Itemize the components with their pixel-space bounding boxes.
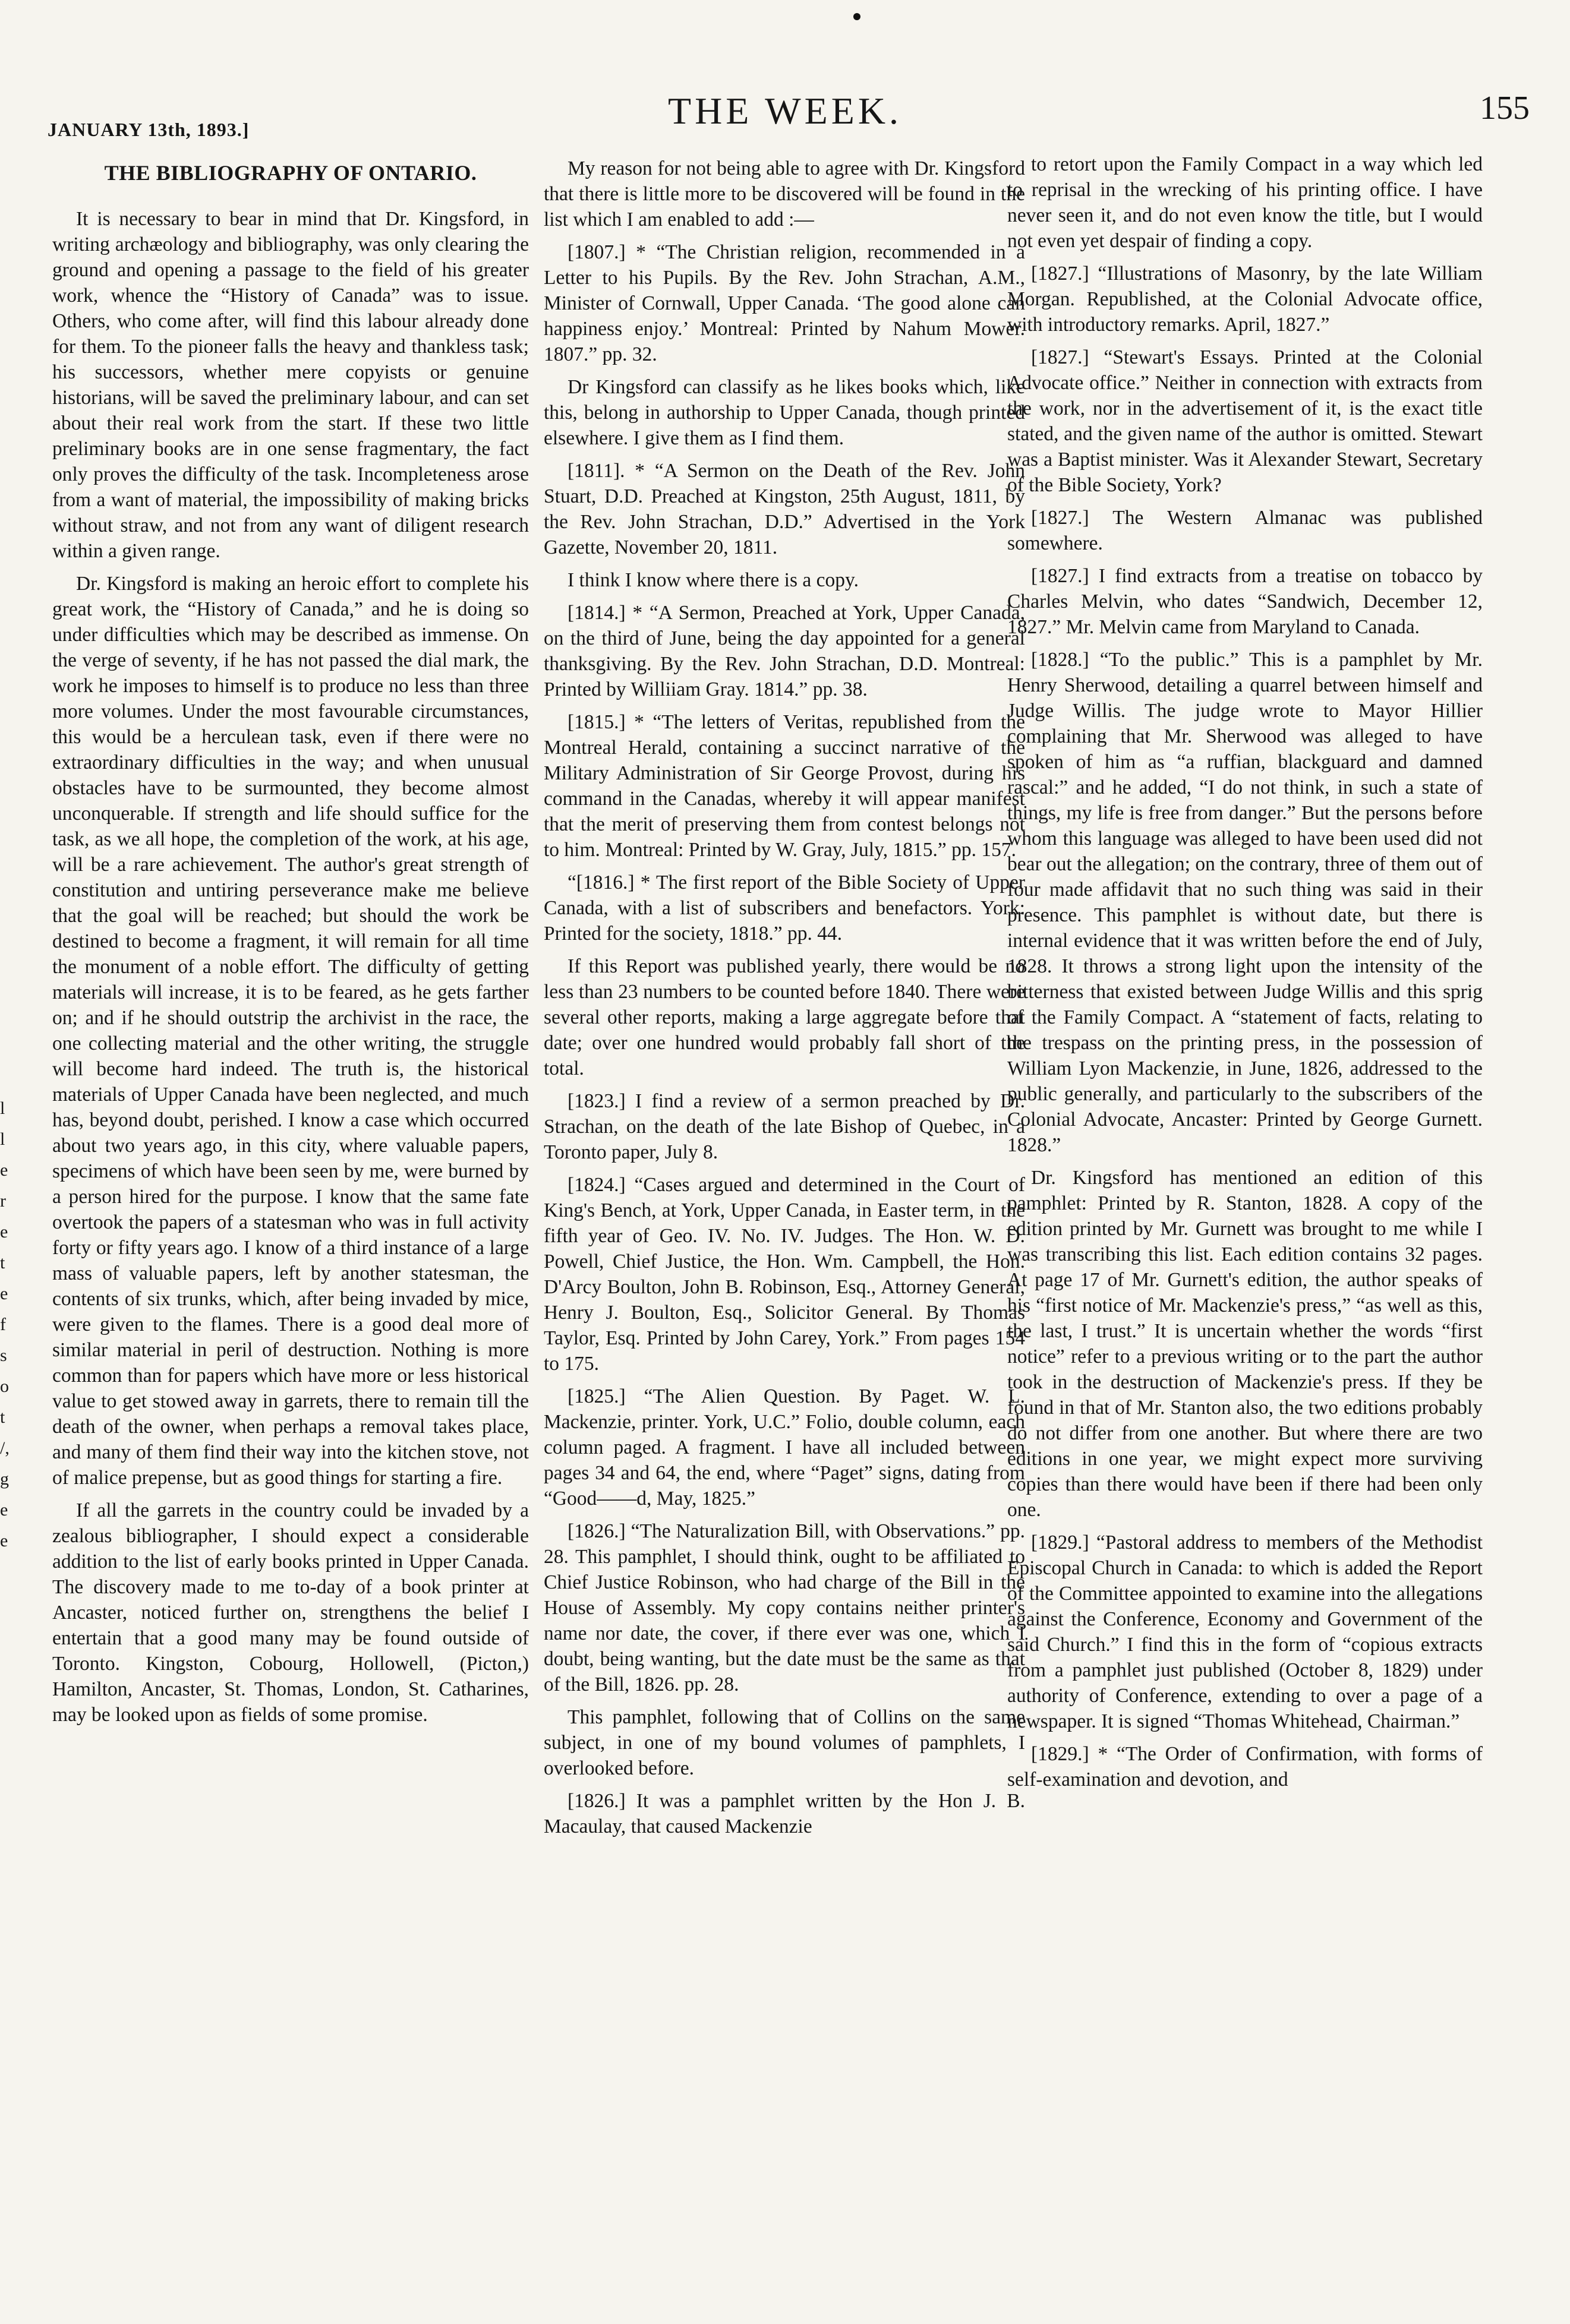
margin-fragment: e (0, 1284, 8, 1303)
paragraph: [1828.] “To the public.” This is a pamphlet by Mr. Henry Sherwood, detailing a quarrel between himself and Judge Willis. The judge wrote to Mayor Hillier complaining that Mr. Sherwood was alleged to have spoken of him as “a ruffian, blackguard and damned rascal:” and he added, “I do not think, in such a state of things, my life is free from danger.” But the persons before whom this language was alleged to have been used did not bear out the allegation; on the contrary, three of them out of four made affidavit that no such thing was said in their presence. This pamphlet is without date, but there is internal evidence that it was written before the end of July, 1828. It throws a strong light upon the intensity of the bitterness that existed between Judge Willis and this sprig of the Family Compact. A “statement of facts, relating to the trespass on the printing press, in the possession of William Lyon Mackenzie, in June, 1826, addressed to the public generally, and particularly to the subscribers of the Colonial Advocate, Ancaster: Printed by George Gurnett. 1828.” (1007, 649, 1483, 1156)
issue-date: JANUARY 13th, 1893.] (48, 119, 250, 140)
margin-fragment: s (0, 1346, 7, 1365)
paragraph: [1827.] “Illustrations of Masonry, by the late William Morgan. Republished, at the Colonial Advocate office, with introductory remarks. April, 1827.” (1007, 263, 1483, 336)
margin-fragment: l (0, 1098, 5, 1118)
left-margin-fragments (0, 1093, 15, 1556)
margin-fragment: e (0, 1500, 8, 1520)
paragraph: Dr. Kingsford has mentioned an edition of this pamphlet: Printed by R. Stanton, 1828. A copy of the edition printed by Mr. Gurnett was brought to me while I was transcribing this list. Each edition contains 32 pages. At page 17 of Mr. Gurnett's edition, the author speaks of his “first notice of Mr. Mackenzie's press,” “as well as this, the last, I trust.” It is uncertain whether the words “first notice” refer to a previous writing or to the part the author took in the destruction of Mackenzie's press. If they be found in that of Mr. Stanton also, the two editions probably do not differ from one another. But where there are two editions in one year, we might expect more surviving copies than there would have been if there had been only one. (1007, 1167, 1483, 1521)
margin-fragment: t (0, 1253, 5, 1272)
masthead-title: THE WEEK. (667, 90, 903, 132)
margin-fragment: r (0, 1191, 6, 1211)
paragraph: It is necessary to bear in mind that Dr. Kingsford, in writing archæology and bibliography, was only clearing the ground and opening a passage to the field of his greater work, whence the “History of Canada” was to issue. Others, who come after, will find this labour already done for them. To the pioneer falls the heavy and thankless task; his successors, whether mere copyists or genuine historians, will be saved the preliminary labour, and can set about their real work from the start. If these two little preliminary books are in one sense fragmentary, the fact only proves the difficulty of the task. Incompleteness arose from a want of material, the impossibility of making bricks without straw, and not from any want of diligent research within a given range. (52, 208, 529, 562)
margin-fragment: g (0, 1469, 9, 1489)
paragraph: [1814.] * “A Sermon, Preached at York, Upper Canada, on the third of June, being the day appointed for a general thanksgiving. By the Rev. John Strachan, D.D. Montreal: Printed by Williiam Gray. 1814.” pp. 38. (544, 602, 1025, 700)
paragraph: If this Report was published yearly, there would be no less than 23 numbers to be counted before 1840. There were several other reports, making a large aggregate before that date; over one hundred would probably fall short of the total. (544, 955, 1025, 1079)
page-number: 155 (1480, 90, 1530, 127)
margin-fragment: o (0, 1376, 9, 1396)
paragraph: [1824.] “Cases argued and determined in the Court of King's Bench, at York, Upper Canada, in Easter term, in the fifth year of Geo. IV. No. IV. Judges. The Hon. W. D. Powell, Chief Justice, the Hon. Wm. Campbell, the Hon. D'Arcy Boulton, John B. Robinson, Esq., Attorney General, Henry J. Boulton, Esq., Solicitor General. By Thomas Taylor, Esq. Printed by John Carey, York.” From pages 154 to 175. (544, 1174, 1025, 1375)
paragraph: Dr Kingsford can classify as he likes books which, like this, belong in authorship to Upper Canada, though printed elsewhere. I give them as I find them. (544, 376, 1025, 449)
paragraph: [1825.] “The Alien Question. By Paget. W. L. Mackenzie, printer. York, U.C.” Folio, double column, each column paged. A fragment. I have all included between pages 34 and 64, the end, where “Paget” signs, dating from “Good——d, May, 1825.” (544, 1385, 1025, 1510)
paragraph: My reason for not being able to agree with Dr. Kingsford that there is little more to be discovered will be found in the list which I am enabled to add :— (544, 157, 1025, 230)
paragraph: [1807.] * “The Christian religion, recommended in a Letter to his Pupils. By the Rev. John Strachan, A.M., Minister of Cornwall, Upper Canada. ‘The good alone can happiness enjoy.’ Montreal: Printed by Nahum Mower. 1807.” pp. 32. (544, 241, 1025, 365)
margin-fragment: e (0, 1160, 8, 1180)
margin-fragment: f (0, 1315, 6, 1334)
paragraph: [1829.] * “The Order of Confirmation, with forms of self-examination and devotion, and (1007, 1743, 1483, 1791)
column-1 (52, 160, 529, 1735)
paragraph: “[1816.] * The first report of the Bible Society of Upper Canada, with a list of subscribers and benefactors. York: Printed for the society, 1818.” pp. 44. (544, 872, 1025, 945)
paragraph: Dr. Kingsford is making an heroic effort to complete his great work, the “History of Canada,” and he is doing so under difficulties which may be described as immense. On the verge of seventy, if he has not passed the dial mark, the work he imposes to himself is to produce no less than three more volumes. Under the most favourable circumstances, this would be a herculean task, even if there were no extraordinary difficulties in the way; and when unusual obstacles have to be surmounted, they become almost unconquerable. If strength and life should suffice for the task, as we all hope, the completion of the work, at his age, will be a rare achievement. The author's great strength of constitution and untiring perseverance make me believe that the goal will be reached; but should the work be destined to become a fragment, it will remain for all time the monument of a noble effort. The difficulty of getting materials will increase, it is to be feared, as he gets farther on; and if he should outstrip the archivist in the race, the one collecting material and the other writing, the struggle will become hard indeed. The truth is, the historical materials of Upper Canada have been neglected, and much has, beyond doubt, perished. I know a case which occurred about two years ago, in this city, where valuable papers, specimens of which have been seen by me, were burned by a person hired for the purpose. I know that the same fate overtook the papers of a statesman who was in full activity forty or fifty years ago. I know of a third instance of a large mass of valuable papers, left by another statesman, the contents of six trunks, which, after being invaded by mice, were given to the flames. There is a good deal more of similar material in peril of destruction. Nothing is more common than for papers which have more or less historical value to get stowed away in garrets, there to remain till the death of the owner, when perhaps a removal takes place, and many of them find their way into the kitchen stove, not of malice prepense, but as good things for starting a fire. (52, 573, 529, 1489)
paragraph: [1811]. * “A Sermon on the Death of the Rev. John Stuart, D.D. Preached at Kingston, 25th August, 1811, by the Rev. John Strachan, D.D.” Advertised in the York Gazette, November 20, 1811. (544, 460, 1025, 558)
paragraph: I think I know where there is a copy. (568, 569, 859, 591)
paragraph: This pamphlet, following that of Collins on the same subject, in one of my bound volumes of pamphlets, I overlooked before. (544, 1706, 1025, 1779)
column-3 (1007, 151, 1483, 1799)
paragraph: [1815.] * “The letters of Veritas, republished from the Montreal Herald, containing a succinct narrative of the Military Administration of Sir George Provost, during his command in the Canadas, whereby it will appear manifest that the merit of preserving them from contest belongs not to him. Montreal: Printed by W. Gray, July, 1815.” pp. 157. (544, 711, 1025, 861)
paragraph: [1826.] It was a pamphlet written by the Hon J. B. Macaulay, that caused Mackenzie (544, 1790, 1025, 1837)
paragraph: [1826.] “The Naturalization Bill, with Observations.” pp. 28. This pamphlet, I should think, ought to be affiliated to Chief Justice Robinson, who had charge of the Bill in the House of Assembly. My copy contains neither printer's name nor date, the cover, if there ever was one, which I doubt, being wanting, but the date must be the same as that of the Bill, 1826. pp. 28. (544, 1520, 1025, 1695)
margin-fragment: e (0, 1531, 8, 1551)
paragraph: [1823.] I find a review of a sermon preached by Dr. Strachan, on the death of the late Bishop of Quebec, in a Toronto paper, July 8. (544, 1090, 1025, 1163)
paragraph: [1827.] The Western Almanac was published somewhere. (1007, 507, 1483, 554)
paragraph: [1827.] I find extracts from a treatise on tobacco by Charles Melvin, who dates “Sandwich, December 12, 1827.” Mr. Melvin came from Maryland to Canada. (1007, 565, 1483, 638)
margin-fragment: e (0, 1222, 8, 1242)
paragraph: [1827.] “Stewart's Essays. Printed at the Colonial Advocate office.” Neither in connection with extracts from the work, nor in the advertisement of it, is the exact title stated, and the given name of the author is omitted. Stewart was a Baptist minister. Was it Alexander Stewart, Secretary of the Bible Society, York? (1007, 346, 1483, 496)
margin-fragment: /, (0, 1438, 10, 1458)
column-2 (544, 156, 1025, 1846)
paragraph: to retort upon the Family Compact in a way which led to reprisal in the wrecking of his printing office. I have never seen it, and do not even know the title, but I would not even yet despair of finding a copy. (1007, 153, 1483, 252)
paragraph: If all the garrets in the country could be invaded by a zealous bibliographer, I should expect a considerable addition to the list of early books printed in Upper Canada. The discovery made to me to-day of a book printer at Ancaster, noticed further on, strengthens the belief I entertain that a good many may be found outside of Toronto. Kingston, Cobourg, Hollowell, (Picton,) Hamilton, Ancaster, St. Thomas, London, St. Catharines, may be looked upon as fields of some promise. (52, 1499, 529, 1726)
margin-fragment: l (0, 1129, 5, 1149)
article-title: THE BIBLIOGRAPHY OF ONTARIO. (104, 161, 477, 185)
paragraph: [1829.] “Pastoral address to members of the Methodist Episcopal Church in Canada: to which is added the Report of the Committee appointed to examine into the allegations against the Conference, Economy and Government of the said Church.” I find this in the form of “copious extracts from a pamphlet just published (October 8, 1829) under authority of Conference, extending to over a page of a newspaper. It is signed “Thomas Whitehead, Chairman.” (1007, 1532, 1483, 1732)
print-mark (853, 13, 860, 20)
margin-fragment: t (0, 1407, 5, 1427)
